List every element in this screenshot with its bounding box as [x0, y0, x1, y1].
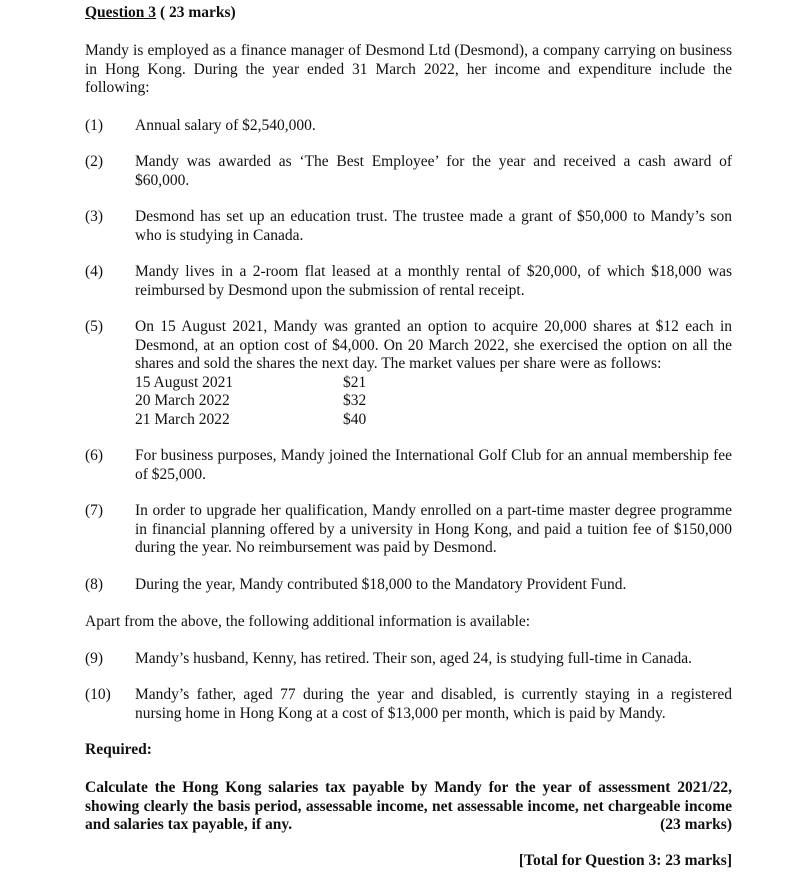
required-instructions: [85, 779, 732, 835]
item-number: (8): [85, 576, 104, 593]
item-text-body: On 15 August 2021, Mandy was granted an option to acquire 20,000 shares at $12 each in Desmond, at an option cost of $4,000. On 20 March 2022, she exercised the option on all the shares and sold the shares the next day. The market values per share were as follows:: [135, 318, 732, 372]
market-value-price: $21: [343, 373, 367, 391]
item-number: (5): [85, 318, 104, 335]
required-heading: Required:: [85, 741, 152, 758]
question-title-marks: ( 23 marks): [156, 4, 236, 21]
market-value-row: [135, 374, 732, 393]
item-number: (10): [85, 686, 111, 703]
item-text: Mandy’s father, aged 77 during the year and disabled, is currently staying in a registered nursing home in Hong Kong at a cost of $13,000 per month, which is paid by Mandy.: [135, 686, 732, 722]
market-value-price: $40: [343, 410, 367, 428]
item-text: Desmond has set up an education trust. The trustee made a grant of $50,000 to Mandy’s son who is studying in Canada.: [135, 208, 732, 244]
market-values-table: [135, 374, 732, 430]
market-value-date: 20 March 2022: [135, 392, 230, 409]
item-text: Mandy lives in a 2-room flat leased at a monthly rental of $20,000, of which $18,000 was reimbursed by Desmond upon the submission of rental receipt.: [135, 263, 732, 299]
required-text: Calculate the Hong Kong salaries tax payable by Mandy for the year of assessment 2021/22, showing clearly the basis period, assessable income, net assessable income, net chargeable income and salaries tax payable, if any.: [85, 779, 732, 833]
market-value-date: 21 March 2022: [135, 410, 230, 428]
market-value-row: [135, 392, 732, 411]
item-number: (4): [85, 263, 104, 280]
item-text: Mandy was awarded as ‘The Best Employee’ for the year and received a cash award of $60,000.: [135, 153, 732, 189]
market-value-date: 15 August 2021: [135, 373, 234, 391]
list-item: [85, 263, 732, 300]
question-title: [85, 4, 236, 23]
required-marks: (23 marks): [660, 816, 732, 833]
item-text: For business purposes, Mandy joined the International Golf Club for an annual membership fee of $25,000.: [135, 447, 732, 483]
item-text: Mandy’s husband, Kenny, has retired. Their son, aged 24, is studying full-time in Canada.: [135, 650, 693, 667]
item-text: [135, 318, 732, 429]
list-item: [85, 318, 732, 429]
question-title-label: Question 3: [85, 4, 157, 21]
list-item: [85, 650, 732, 669]
item-number: (2): [85, 153, 104, 170]
item-number: (9): [85, 650, 104, 667]
list-item: [85, 208, 732, 245]
item-number: (6): [85, 447, 104, 464]
additional-intro: Apart from the above, the following additional information is available:: [85, 613, 531, 630]
list-item: [85, 502, 732, 558]
intro-paragraph: Mandy is employed as a finance manager of Desmond Ltd (Desmond), a company carrying on business in Hong Kong. During the year ended 31 March 2022, her income and expenditure include the following:: [85, 42, 732, 96]
item-text: During the year, Mandy contributed $18,000 to the Mandatory Provident Fund.: [135, 576, 627, 593]
list-item: [85, 117, 732, 136]
item-text: Annual salary of $2,540,000.: [135, 117, 316, 134]
item-text: In order to upgrade her qualification, Mandy enrolled on a part-time master degree programme in financial planning offered by a university in Hong Kong, and paid a tuition fee of $150,000 during the year. No reimbursement was paid by Desmond.: [135, 502, 732, 556]
market-value-row: [135, 411, 732, 430]
market-value-price: $32: [343, 392, 367, 409]
list-item: [85, 686, 732, 723]
list-item: [85, 447, 732, 484]
total-marks: [Total for Question 3: 23 marks]: [518, 852, 732, 869]
item-number: (1): [85, 117, 104, 134]
item-number: (7): [85, 502, 104, 519]
item-number: (3): [85, 208, 104, 225]
list-item: [85, 153, 732, 190]
list-item: [85, 576, 732, 595]
